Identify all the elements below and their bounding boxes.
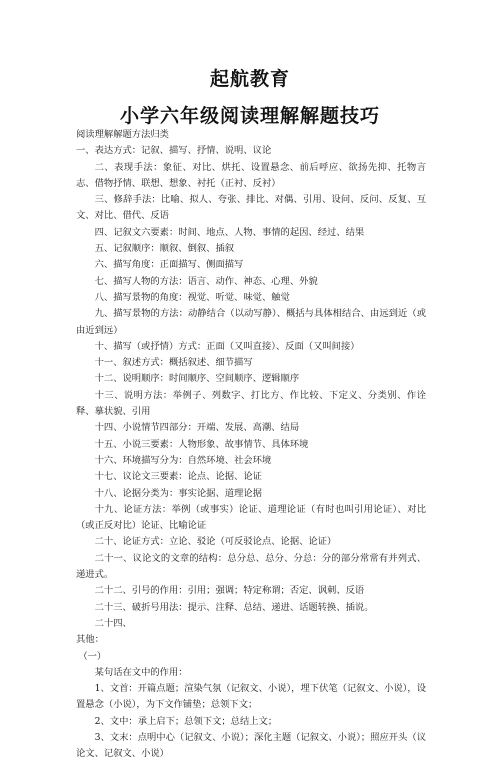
body-line: 十一、叙述方式：概括叙述、细节描写 bbox=[94, 357, 253, 369]
body-line: 十二、说明顺序：时间顺序、空间顺序、逻辑顺序 bbox=[94, 373, 300, 385]
body-line: 十五、小说三要素：人物形象、故事情节、具体环境 bbox=[94, 438, 309, 450]
organization-name: 起航教育 bbox=[209, 68, 290, 90]
body-line: 十、描写（或抒情）方式：正面（又叫直接）、反面（又叫间接） bbox=[94, 340, 360, 352]
body-line: 十七、议论文三要素：论点、论据、论证 bbox=[94, 471, 262, 483]
body-line: 七、描写人物的方法：语言、动作、神态、心理、外貌 bbox=[94, 275, 318, 287]
document-header bbox=[0, 64, 500, 128]
document-body bbox=[76, 127, 426, 763]
body-line: 十三、说明方法：举例子、列数字、打比方、作比较、下定义、分类别、作诠释、摹状貌、引用 bbox=[76, 389, 426, 418]
body-line: 二、表现手法：象征、对比、烘托、设置悬念、前后呼应、欲扬先抑、托物言志、借物抒情、联想、想象、衬托（正衬、反衬） bbox=[76, 161, 426, 189]
body-line: 一、表达方式：记叙、描写、抒情、说明、议论 bbox=[76, 145, 272, 157]
body-line: 3、文末：点明中心（记叙文、小说）；深化主题（记叙文、小说）；照应开头（议论文、记叙文、小说） bbox=[76, 731, 426, 760]
body-line: 六、描写角度：正面描写、侧面描写 bbox=[94, 259, 244, 271]
body-line: 二十一、议论文的文章的结构：总分总、总分、分总：分的部分常常有并列式、递进式。 bbox=[76, 552, 426, 581]
body-line: 九、描写景物的方法：动静结合（以动写静）、概括与具体相结合、由远到近（或由近到远） bbox=[76, 308, 426, 336]
body-line: 五、记叙顺序：顺叙、倒叙、插叙 bbox=[94, 243, 235, 255]
body-line: 十六、环境描写分为：自然环境、社会环境 bbox=[94, 454, 272, 466]
body-line: 二十三、破折号用法：提示、注释、总结、递进、话题转换、插说。 bbox=[94, 601, 374, 613]
body-line: 2、文中：承上启下；总领下文；总结上文； bbox=[94, 715, 278, 727]
body-line: 十九、论证方法：举例（或事实）论证、道理论证（有时也叫引用论证）、对比（或正反对比）论证、比喻论证 bbox=[76, 503, 426, 532]
subsection-marker: （一） bbox=[78, 650, 107, 662]
body-line: 十八、论据分类为：事实论据、道理论据 bbox=[94, 487, 262, 499]
document-title: 小学六年级阅读理解解题技巧 bbox=[119, 105, 380, 127]
body-line: 二十四、 bbox=[94, 617, 132, 629]
body-line: 1、文首：开篇点题；渲染气氛（记叙文、小说），埋下伏笔（记叙文、小说），设置悬念（小说），为下文作铺垫；总领下文； bbox=[76, 683, 426, 711]
body-line: 四、记叙文六要素：时间、地点、人物、事情的起因、经过、结果 bbox=[94, 226, 365, 238]
body-line: 三、修辞手法：比喻、拟人、夸张、排比、对偶、引用、设问、反问、反复、互文、对比、借代、反语 bbox=[76, 194, 426, 222]
body-line: 某句话在文中的作用： bbox=[94, 666, 188, 678]
body-line: 二十二、引号的作用：引用；强调；特定称谓；否定、讽刺、反语 bbox=[94, 585, 365, 597]
body-line: 其他： bbox=[76, 634, 104, 646]
body-line: 十四、小说情节四部分：开端、发展、高潮、结局 bbox=[94, 422, 300, 434]
section-heading: 阅读理解解题方法归类 bbox=[76, 129, 169, 140]
body-line: 八、描写景物的角度：视觉、听觉、味觉、触觉 bbox=[94, 291, 290, 303]
body-line: 二十、论证方式：立论、驳论（可反驳论点、论据、论证） bbox=[94, 536, 337, 548]
